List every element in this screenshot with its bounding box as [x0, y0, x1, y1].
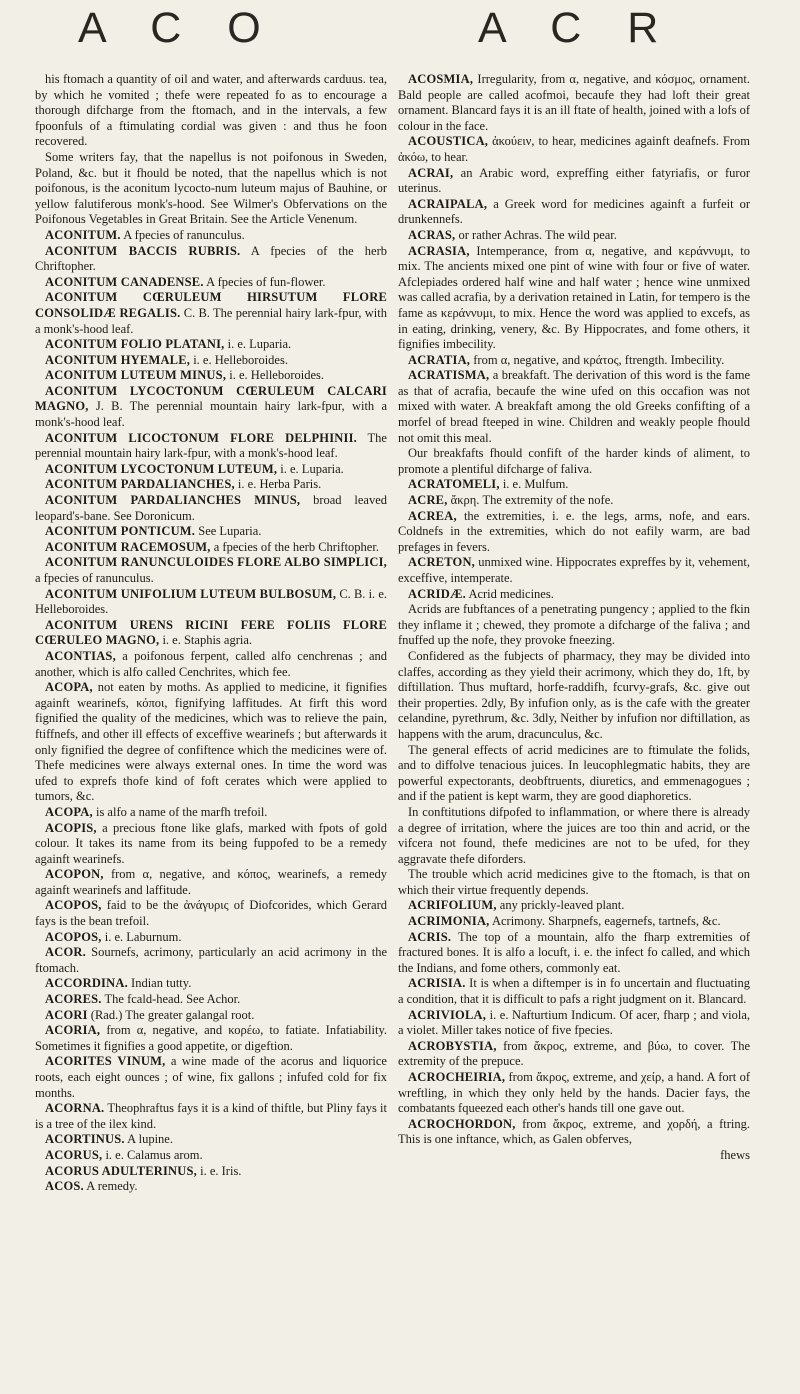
dictionary-entry [35, 992, 387, 1008]
dictionary-entry [398, 602, 750, 649]
entry-headword: ACROBYSTIA, [408, 1038, 497, 1053]
entry-text: not eaten by moths. As applied to medicine, it fignifies againft wearinefs, κόποι, fignifying laffitudes. At firft this word fignified the quality of the medicines, which was to relieve the pain, ftiffnefs, and other ill effects of exceffive wearinefs ; but afterwards it only fignified the degree of confiftence which the medicines were of. Thefe medicines were always external ones. In time the word was ufed to exprefs thofe kind of foft cerates which were applied to tumors, &c. [35, 680, 387, 804]
entry-text: ἀκούειν, to hear, medicines againft deafnefs. From ἀκόω, to hear. [398, 134, 750, 164]
dictionary-entry [35, 587, 387, 618]
entry-text: i. e. Calamus arom. [105, 1147, 203, 1162]
dictionary-entry [398, 1117, 750, 1148]
entry-text: A fpecies of ranunculus. [123, 227, 245, 242]
entry-headword: ACONITUM CŒRULEUM HIRSUTUM FLORE CONSOLIDÆ REGALIS. [35, 290, 387, 320]
entry-headword: ACROCHORDON, [408, 1116, 516, 1131]
entry-headword: ACORIA, [45, 1023, 101, 1038]
entry-text: an Arabic word, expreffing either fatyriafis, or furor uterinus. [398, 165, 750, 196]
entry-text: It is when a diftemper is in fo uncertain and fluctuating a condition, that it is difficult to pafs a right judgment on it. Blancard. [398, 976, 750, 1007]
entry-headword: ACRASIA, [408, 243, 470, 258]
dictionary-entry [35, 431, 387, 462]
entry-headword: ACORI [45, 1007, 88, 1022]
entry-text: The trouble which acrid medicines give to the ftomach, is that on which their virtue frequently depends. [398, 867, 750, 897]
entry-text: a fpecies of ranunculus. [35, 571, 154, 585]
entry-text: i. e. Iris. [200, 1163, 242, 1178]
entry-headword: ACORES. [45, 992, 102, 1007]
entry-text: Intemperance, from α, negative, and κεράννυμι, to mix. The ancients mixed one pint of wine with four or five of water. Afclepiades ordered half wine and half water ; hence wine unmixed was called acrafia, by a derivation retained in Latin, for tempero is the fame as κεράννυμι, to mix. Hence the word was applied to excefs, as in eating, drinking, venery, &c. By Hippocrates, and fome others, it fignifies imbecility. [398, 243, 751, 352]
dictionary-entry [398, 493, 750, 509]
entry-text: unmixed wine. Hippocrates expreffes by it, vehement, exceffive, intemperate. [398, 555, 750, 585]
dictionary-entry [35, 649, 387, 680]
entry-headword: ACRIS. [408, 929, 452, 944]
entry-text: i. e. Mulfum. [502, 477, 569, 492]
entry-text: from ἄκρος, extreme, and χείρ, a hand. A fort of wreftling, in which they only held by the hands. Dacier fays, the combatants fqueezed each other's hands till one gave out. [398, 1070, 750, 1116]
entry-text: Our breakfafts fhould confift of the harder kinds of aliment, to promote a plentiful difcharge of faliva. [398, 446, 750, 476]
entry-headword: ACORNA. [45, 1101, 105, 1116]
entry-headword: ACRATISMA, [408, 368, 490, 383]
entry-headword: ACRAIPALA, [408, 196, 488, 211]
dictionary-entry [35, 493, 387, 524]
dictionary-entry [35, 353, 387, 369]
entry-headword: ACONITUM PARDALIANCHES, [45, 477, 235, 492]
entry-headword: ACONITUM RACEMOSUM, [45, 539, 211, 554]
entry-headword: ACRIMONIA, [408, 914, 490, 929]
entry-headword: ACOS. [45, 1179, 84, 1194]
dictionary-entry [35, 805, 387, 821]
dictionary-entry [35, 1054, 387, 1101]
dictionary-entry [35, 524, 387, 540]
entry-text: a poifonous ferpent, called alfo cenchrenas ; and another, which is alfo called Cenchrites, which fee. [35, 648, 387, 679]
entry-text: broad leaved leopard's-bane. See Doronicum. [35, 493, 387, 523]
entry-text: i. e. Laburnum. [104, 929, 182, 944]
dictionary-entry [35, 945, 387, 976]
entry-text: Confidered as the fubjects of pharmacy, they may be divided into claffes, according as they yield their acrimony, which they do, 1ft, by diftillation. Thus muftard, horfe-raddifh, fcurvy-grafs, &c. give out their properties. 2dly, By infufion only, as is the cafe with the greater celandine, pyrethrum, &c. 3dly, Neither by infufion nor diftillation, as happens with the arum, dracunculus, &c. [398, 648, 750, 741]
entry-headword: ACORITES VINUM, [45, 1054, 166, 1069]
dictionary-entry [398, 587, 750, 603]
dictionary-entry [398, 805, 750, 867]
dictionary-entry [35, 976, 387, 992]
entry-text: The fcald-head. See Achor. [104, 992, 241, 1007]
entry-text: The top of a mountain, alfo the fharp extremities of fractured bones. It is alfo a locuft, i. e. the infect fo called, and which the Indians, and fome others, commonly eat. [398, 929, 750, 975]
entry-text: A fpecies of fun-flower. [206, 274, 326, 289]
dictionary-entry [35, 1164, 387, 1180]
entry-headword: ACOUSTICA, [408, 134, 489, 149]
entry-text: a wine made of the acorus and liquorice roots, each eight ounces ; of wine, fix gallons ; infufed cold for fix months. [35, 1054, 387, 1100]
entry-headword: ACOSMIA, [408, 72, 474, 86]
entry-text: from α, negative, and κράτος, ftrength. Imbecility. [473, 352, 725, 367]
dictionary-entry [35, 1148, 387, 1164]
dictionary-entry [35, 680, 387, 805]
entry-headword: ACOPIS, [45, 820, 97, 835]
dictionary-entry [398, 197, 750, 228]
entry-text: Acrids are fubftances of a penetrating pungency ; applied to the fkin they inflame it ; chewed, they promote a difcharge of the faliva ; and fnuffed up the nofe, they provoke fneezing. [398, 602, 750, 648]
entry-text: from α, negative, and κόπος, wearinefs, a remedy againft wearinefs and laffitude. [35, 867, 388, 897]
entry-headword: ACONTIAS, [45, 648, 116, 663]
entry-text: i. e. Luparia. [280, 461, 344, 476]
entry-headword: ACOPA, [45, 680, 93, 695]
dictionary-entry [35, 275, 387, 291]
dictionary-entry [35, 337, 387, 353]
dictionary-entry [398, 914, 750, 930]
entry-headword: ACONITUM RANUNCULOIDES FLORE ALBO SIMPLICI, [45, 555, 387, 570]
dictionary-entry [35, 384, 387, 431]
entry-text: faid to be the ἀνάγυρις of Diofcorides, which Gerard fays is the bean trefoil. [35, 898, 387, 929]
entry-text: i. e. Luparia. [227, 337, 292, 352]
dictionary-entry [398, 72, 750, 134]
entry-headword: ACORUS, [45, 1147, 103, 1162]
dictionary-entry [35, 867, 387, 898]
entry-text: any prickly-leaved plant. [499, 898, 625, 913]
dictionary-entry [398, 649, 750, 743]
entry-headword: ACRATOMELI, [408, 477, 500, 492]
catchword [398, 1148, 750, 1164]
dictionary-entry [35, 1023, 387, 1054]
entry-headword: ACOPOS, [45, 898, 102, 913]
entry-text: (Rad.) The greater galangal root. [90, 1007, 255, 1022]
dictionary-entry [35, 462, 387, 478]
entry-headword: ACRE, [408, 493, 448, 508]
right-column [398, 72, 750, 1164]
entry-headword: ACRETON, [408, 555, 476, 570]
entry-text: the extremities, i. e. the legs, arms, nofe, and ears. Coldnefs in the extremities, which do not eafily warm, are bad prefages in fevers. [398, 508, 751, 554]
entry-headword: ACRIVIOLA, [408, 1007, 487, 1022]
entry-headword: ACONITUM CANADENSE. [45, 274, 204, 289]
entry-text: The general effects of acrid medicines are to ftimulate the folids, and to diffolve tenacious juices. In leucophlegmatic habits, they are powerful expectorants, deobftruents, diuretics, and emmenagogues ; and if the patient is kept warm, they are good diaphoretics. [398, 742, 750, 804]
entry-text: or rather Achras. The wild pear. [458, 227, 617, 242]
entry-headword: ACONITUM UNIFOLIUM LUTEUM BULBOSUM, [45, 586, 337, 601]
header-right-word: A C R [478, 4, 676, 52]
dictionary-entry [398, 898, 750, 914]
entry-text: In conftitutions difpofed to inflammation, or where there is already a degree of irritation, where the juices are too thin and acrid, or the vifcera not found, thefe medicines are not to be ufed, for they aggravate thefe diforders. [398, 804, 750, 866]
dictionary-entry [35, 540, 387, 556]
entry-text: A fpecies of the herb Chriftopher. [35, 243, 388, 274]
entry-text: i. e. Herba Paris. [237, 477, 322, 492]
dictionary-entry [398, 446, 750, 477]
entry-text: fhews [720, 1147, 750, 1162]
dictionary-entry [35, 1008, 387, 1024]
entry-text: a fpecies of the herb Chriftopher. [213, 539, 379, 554]
dictionary-entry [35, 1179, 387, 1195]
entry-text: his ftomach a quantity of oil and water, and afterwards carduus. tea, by which he vomited ; thefe were repeated fo as to encourage a thorough difcharge from the ftomach, and in the intervals, a few fpoonfuls of a ftimulating cordial was given : and thus he foon recovered. [35, 72, 387, 149]
entry-headword: ACONITUM LYCOCTONUM CŒRULEUM CALCARI MAGNO, [35, 383, 387, 414]
entry-headword: ACOPON, [45, 867, 104, 882]
dictionary-entry [398, 976, 750, 1007]
entry-headword: ACRISIA. [408, 976, 466, 991]
entry-headword: ACONITUM PARDALIANCHES MINUS, [45, 493, 301, 508]
dictionary-entry [398, 930, 750, 977]
entry-text: is alfo a name of the marfh trefoil. [95, 804, 268, 819]
entry-headword: ACONITUM BACCIS RUBRIS. [45, 243, 241, 258]
entry-headword: ACORUS ADULTERINUS, [45, 1163, 197, 1178]
dictionary-entry [398, 166, 750, 197]
dictionary-entry [35, 1101, 387, 1132]
entry-headword: ACRAS, [408, 227, 456, 242]
entry-text: i. e. Helleboroides. [229, 368, 325, 383]
dictionary-entry [398, 134, 750, 165]
entry-text: Acrimony. Sharpnefs, eagernefs, tartnefs, &c. [491, 914, 721, 929]
entry-text: i. e. Helleboroides. [193, 352, 288, 367]
entry-headword: ACREA, [408, 508, 457, 523]
header-left-word: A C O [78, 4, 278, 52]
entry-text: J. B. The perennial mountain hairy lark-fpur, with a monk's-hood leaf. [35, 399, 387, 430]
entry-text: Irregularity, from α, negative, and κόσμος, ornament. Bald people are called acofmoi, becaufe they had loft their great ornament. Blancard fays it is an ill ftate of health, joined with a lofs of colour in the face. [398, 72, 750, 133]
dictionary-entry [35, 72, 387, 150]
dictionary-entry [35, 290, 387, 337]
entry-text: from ἄκρος, extreme, and βύω, to cover. The extremity of the prepuce. [398, 1038, 751, 1069]
entry-text: i. e. Nafturtium Indicum. Of acer, fharp ; and viola, a violet. Miller takes notice of five fpecies. [398, 1007, 751, 1038]
entry-headword: ACOPOS, [45, 929, 102, 944]
dictionary-entry [398, 509, 750, 556]
entry-headword: ACRIDÆ. [408, 586, 466, 601]
entry-headword: ACONITUM URENS RICINI FERE FOLIIS FLORE CŒRULEO MAGNO, [35, 617, 387, 648]
entry-text: See Luparia. [198, 524, 262, 539]
running-header [0, 4, 800, 74]
entry-headword: ACONITUM. [45, 227, 121, 242]
entry-text: a breakfaft. The derivation of this word is the fame as that of acrafia, becaufe the wine ufed on this occafion was not mixed with water. A breakfaft among the old Greeks confifting of a morfel of bread fteeped in wine. Children and weakly people fhould not omit this meal. [398, 368, 751, 445]
entry-text: i. e. Staphis agria. [162, 633, 253, 648]
dictionary-entry [35, 228, 387, 244]
entry-text: a precious ftone like glafs, marked with fpots of gold colour. It takes its name from its being fuppofed to be a remedy againft wearinefs. [35, 820, 388, 866]
dictionary-entry [35, 898, 387, 929]
entry-headword: ACOPA, [45, 804, 93, 819]
dictionary-entry [398, 1008, 750, 1039]
entry-text: C. B. i. e. Helleboroides. [35, 586, 388, 617]
entry-text: from α, negative, and κορέω, to fatiate. Infatiability. Sometimes it fignifies a good appetite, or digeftion. [35, 1023, 388, 1053]
entry-headword: ACRAI, [408, 165, 454, 180]
dictionary-entry [398, 1039, 750, 1070]
entry-headword: ACORTINUS. [45, 1132, 125, 1147]
entry-headword: ACONITUM LYCOCTONUM LUTEUM, [45, 461, 278, 476]
entry-headword: ACONITUM LUTEUM MINUS, [45, 368, 227, 383]
dictionary-entry [35, 368, 387, 384]
entry-headword: ACROCHEIRIA, [408, 1070, 506, 1084]
dictionary-entry [398, 477, 750, 493]
dictionary-entry [398, 228, 750, 244]
dictionary-entry [398, 368, 750, 446]
dictionary-entry [35, 244, 387, 275]
dictionary-entry [35, 150, 387, 228]
dictionary-entry [35, 477, 387, 493]
entry-text: A lupine. [127, 1132, 173, 1147]
entry-headword: ACONITUM HYEMALE, [45, 352, 191, 367]
entry-headword: ACCORDINA. [45, 976, 128, 991]
entry-headword: ACONITUM LICOCTONUM FLORE DELPHINII. [45, 430, 357, 445]
dictionary-entry [398, 1070, 750, 1117]
dictionary-entry [35, 618, 387, 649]
dictionary-entry [35, 1132, 387, 1148]
dictionary-entry [398, 353, 750, 369]
dictionary-entry [398, 244, 750, 353]
entry-text: Some writers fay, that the napellus is not poifonous in Sweden, Poland, &c. but it fhould be noted, that the napellus which is not poifonous, is the aconitum lycocto-num luteum majus of Bauhine, or yellow falutiferous monk's-hood. See Wilmer's Obfervations on the Poifonous Vegetables in Great Britain. See the Article Venenum. [35, 149, 387, 227]
entry-text: Indian tutty. [131, 976, 192, 991]
dictionary-entry [35, 555, 387, 586]
entry-text: Theophraftus fays it is a kind of thiftle, but Pliny fays it is a tree of the ilex kind. [35, 1101, 387, 1131]
entry-headword: ACONITUM PONTICUM. [45, 524, 196, 539]
entry-headword: ACONITUM FOLIO PLATANI, [45, 337, 225, 352]
entry-text: ἄκρη. The extremity of the nofe. [450, 493, 614, 508]
left-column [35, 72, 387, 1195]
entry-text: C. B. The perennial hairy lark-fpur, with a monk's-hood leaf. [35, 305, 387, 336]
entry-text: A remedy. [86, 1179, 138, 1194]
entry-headword: ACRIFOLIUM, [408, 898, 497, 913]
entry-text: a Greek word for medicines againft a furfeit or drunkennefs. [398, 196, 750, 227]
entry-text: Sournefs, acrimony, particularly an acid acrimony in the ftomach. [35, 945, 388, 975]
dictionary-entry [398, 743, 750, 805]
dictionary-entry [398, 555, 750, 586]
entry-headword: ACRATIA, [408, 352, 471, 367]
entry-text: from ἄκρος, extreme, and χορδή, a ftring. This is one inftance, which, as Galen obferves, [398, 1116, 750, 1147]
entry-text: The perennial mountain hairy lark-fpur, with a monk's-hood leaf. [35, 430, 387, 461]
dictionary-entry [35, 930, 387, 946]
dictionary-entry [35, 821, 387, 868]
entry-headword: ACOR. [45, 945, 86, 960]
dictionary-entry [398, 867, 750, 898]
entry-text: Acrid medicines. [468, 586, 554, 601]
